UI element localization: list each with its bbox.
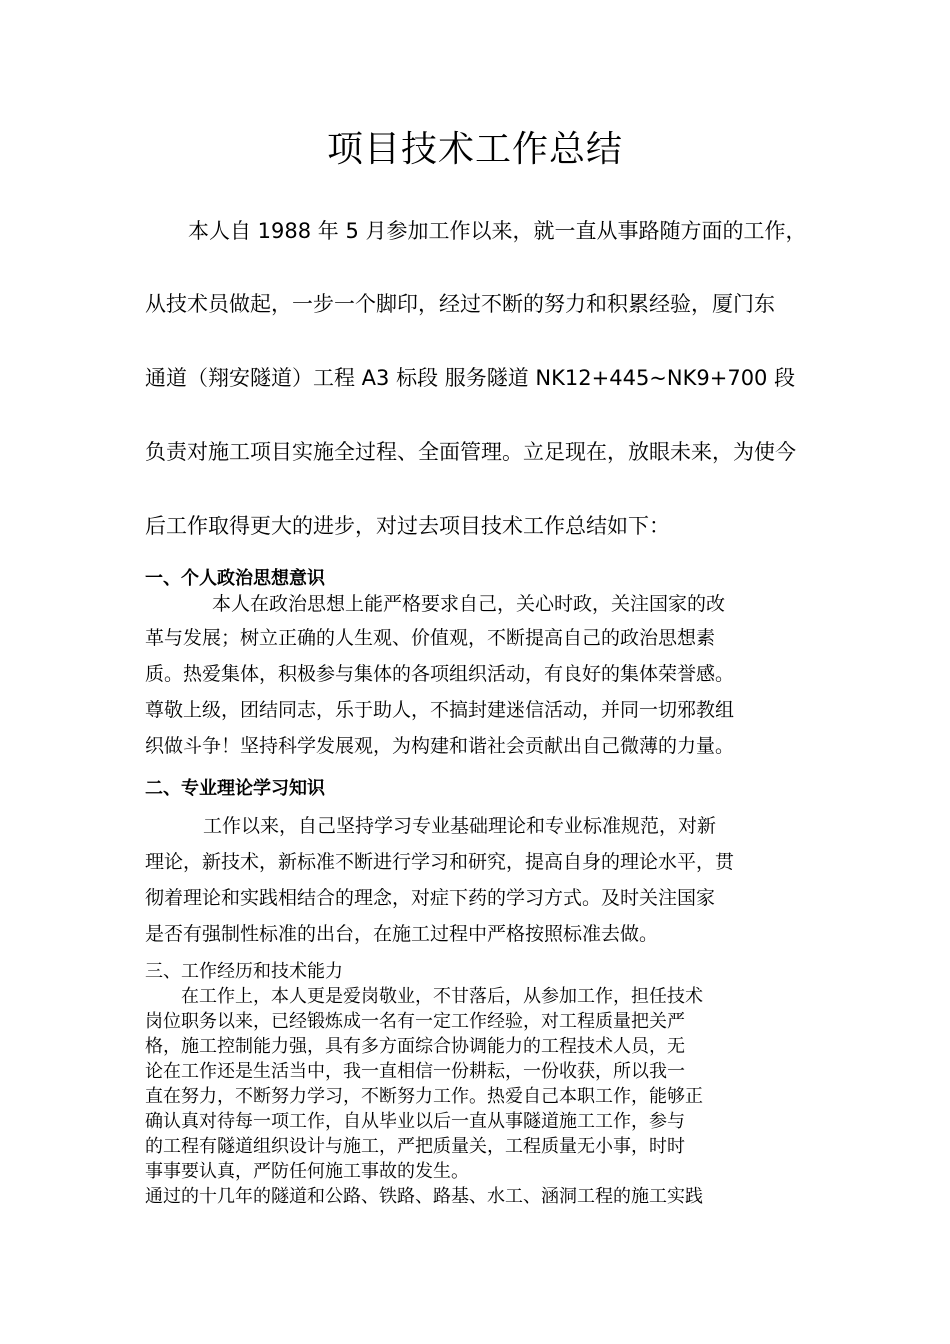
paragraph-line: 尊敬上级，团结同志，乐于助人，不搞封建迷信活动，并同一切邪教组 (145, 699, 735, 721)
paragraph-line: 直在努力，不断努力学习，不断努力工作。热爱自己本职工作，能够正 (145, 1086, 703, 1107)
paragraph-line: 本人在政治思想上能严格要求自己，关心时政，关注国家的改 (212, 593, 726, 615)
paragraph-line: 的工程有隧道组织设计与施工，严把质量关，工程质量无小事，时时 (145, 1136, 685, 1157)
paragraph-line: 确认真对待每一项工作，自从毕业以后一直从事隧道施工工作，参与 (145, 1111, 685, 1132)
paragraph-line: 织做斗争！坚持科学发展观，为构建和谐社会贡献出自己微薄的力量。 (145, 735, 735, 757)
paragraph-line: 工作以来，自己坚持学习专业基础理论和专业标准规范，对新 (203, 815, 717, 837)
paragraph-line: 彻着理论和实践相结合的理念，对症下药的学习方式。及时关注国家 (145, 887, 716, 909)
paragraph-line: 岗位职务以来，已经锻炼成一名有一定工作经验，对工程质量把关严 (145, 1011, 685, 1032)
document-title: 项目技术工作总结 (326, 129, 623, 170)
intro-line: 通道（翔安隧道）工程 A3 标段 服务隧道 NK12+445~NK9+700 段 (145, 366, 796, 390)
intro-line: 从技术员做起，一步一个脚印，经过不断的努力和积累经验，厦门东 (145, 292, 775, 316)
paragraph-line: 在工作上，本人更是爱岗敬业，不甘落后，从参加工作，担任技术 (181, 986, 703, 1007)
paragraph-line: 论在工作还是生活当中，我一直相信一份耕耘，一份收获，所以我一 (145, 1061, 685, 1082)
paragraph-line: 质。热爱集体，积极参与集体的各项组织活动，有良好的集体荣誉感。 (145, 663, 735, 685)
paragraph-line: 理论，新技术，新标准不断进行学习和研究，提高自身的理论水平，贯 (145, 851, 735, 873)
paragraph-line: 格，施工控制能力强，具有多方面综合协调能力的工程技术人员，无 (145, 1036, 685, 1057)
intro-line: 后工作取得更大的进步，对过去项目技术工作总结如下： (145, 514, 670, 538)
intro-line: 本人自 1988 年 5 月参加工作以来，就一直从事路随方面的工作， (188, 219, 807, 243)
paragraph-line: 是否有强制性标准的出台，在施工过程中严格按照标准去做。 (145, 923, 659, 945)
section-heading: 二、专业理论学习知识 (145, 778, 325, 799)
paragraph-line: 通过的十几年的隧道和公路、铁路、路基、水工、涵洞工程的施工实践 (145, 1186, 703, 1207)
section-heading: 一、个人政治思想意识 (145, 568, 325, 589)
paragraph-line: 革与发展；树立正确的人生观、价值观，不断提高自己的政治思想素 (145, 627, 716, 649)
section-heading: 三、工作经历和技术能力 (145, 961, 343, 982)
paragraph-line: 事事要认真，严防任何施工事故的发生。 (145, 1161, 469, 1182)
intro-line: 负责对施工项目实施全过程、全面管理。立足现在，放眼未来，为使今 (145, 440, 796, 464)
